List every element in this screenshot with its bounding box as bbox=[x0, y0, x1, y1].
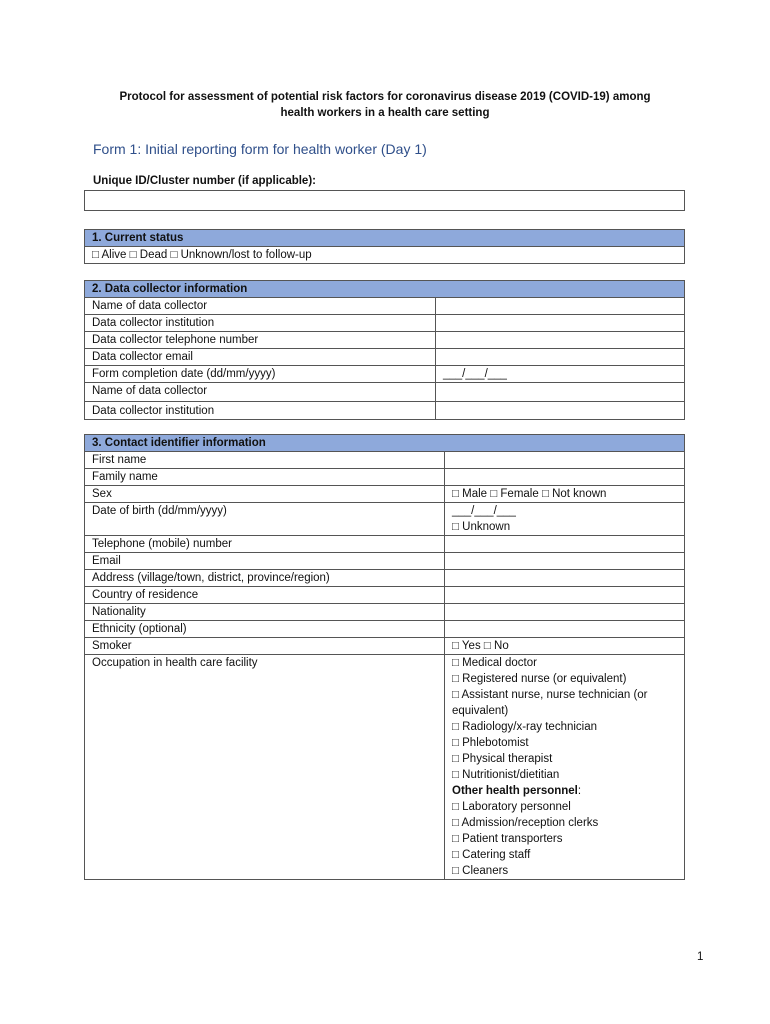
occupation-option[interactable]: □ Registered nurse (or equivalent) bbox=[452, 673, 627, 685]
country-field[interactable] bbox=[445, 587, 685, 604]
family-name-field[interactable] bbox=[445, 469, 685, 486]
email-field[interactable] bbox=[445, 553, 685, 570]
occupation-option[interactable]: □ Physical therapist bbox=[452, 753, 553, 765]
occupation-option[interactable]: □ Nutritionist/dietitian bbox=[452, 769, 560, 781]
table-row bbox=[85, 366, 685, 383]
title-line-1: Protocol for assessment of potential risk factors for coronavirus disease 2019 (COVID-19) among bbox=[119, 91, 651, 103]
row-label: Date of birth (dd/mm/yyyy) bbox=[85, 503, 445, 536]
current-status-options[interactable]: □ Alive □ Dead □ Unknown/lost to follow-up bbox=[85, 247, 685, 264]
table-row bbox=[85, 587, 685, 604]
row-value[interactable] bbox=[436, 402, 685, 420]
row-label: Data collector institution bbox=[85, 315, 436, 332]
table-row bbox=[85, 621, 685, 638]
table-row bbox=[85, 503, 685, 536]
row-label: Smoker bbox=[85, 638, 445, 655]
table-row bbox=[85, 553, 685, 570]
row-value[interactable] bbox=[436, 315, 685, 332]
table-row bbox=[85, 469, 685, 486]
unique-id-label: Unique ID/Cluster number (if applicable): bbox=[93, 175, 316, 187]
other-heading-text: Other health personnel bbox=[452, 785, 578, 797]
sex-options[interactable]: □ Male □ Female □ Not known bbox=[445, 486, 685, 503]
row-value[interactable] bbox=[436, 349, 685, 366]
row-label: Occupation in health care facility bbox=[85, 655, 445, 880]
row-label: Data collector telephone number bbox=[85, 332, 436, 349]
occupation-option[interactable]: □ Catering staff bbox=[452, 849, 531, 861]
nationality-field[interactable] bbox=[445, 604, 685, 621]
form-date-value[interactable]: ___/___/___ bbox=[436, 366, 685, 383]
table-row bbox=[85, 402, 685, 420]
table-row bbox=[85, 383, 685, 402]
table-row bbox=[85, 349, 685, 366]
table-row bbox=[85, 604, 685, 621]
row-value[interactable] bbox=[436, 332, 685, 349]
other-personnel-heading bbox=[452, 783, 684, 799]
form-title: Form 1: Initial reporting form for health worker (Day 1) bbox=[93, 141, 427, 157]
occupation-options bbox=[445, 655, 685, 880]
row-label: Data collector email bbox=[85, 349, 436, 366]
page-number: 1 bbox=[697, 951, 704, 963]
occupation-option-continued: equivalent) bbox=[452, 705, 509, 717]
unique-id-field[interactable] bbox=[84, 190, 685, 211]
table-row bbox=[85, 570, 685, 587]
row-value[interactable] bbox=[436, 298, 685, 315]
data-collector-table bbox=[84, 280, 685, 420]
table-row bbox=[85, 655, 685, 880]
occupation-option[interactable]: □ Admission/reception clerks bbox=[452, 817, 599, 829]
table-row bbox=[85, 536, 685, 553]
smoker-options[interactable]: □ Yes □ No bbox=[445, 638, 685, 655]
row-value[interactable] bbox=[436, 383, 685, 402]
table-row bbox=[85, 452, 685, 469]
address-field[interactable] bbox=[445, 570, 685, 587]
contact-identifier-table bbox=[84, 434, 685, 880]
section-heading: 3. Contact identifier information bbox=[85, 435, 685, 452]
occupation-option[interactable]: □ Phlebotomist bbox=[452, 737, 529, 749]
row-label: Nationality bbox=[85, 604, 445, 621]
row-label: Telephone (mobile) number bbox=[85, 536, 445, 553]
row-label: Country of residence bbox=[85, 587, 445, 604]
occupation-option[interactable]: □ Radiology/x-ray technician bbox=[452, 721, 598, 733]
row-label: Family name bbox=[85, 469, 445, 486]
section-heading: 1. Current status bbox=[85, 230, 685, 247]
telephone-field[interactable] bbox=[445, 536, 685, 553]
row-label: Sex bbox=[85, 486, 445, 503]
other-heading-colon: : bbox=[577, 785, 582, 797]
current-status-table bbox=[84, 229, 685, 264]
ethnicity-field[interactable] bbox=[445, 621, 685, 638]
table-row bbox=[85, 638, 685, 655]
row-label: Name of data collector bbox=[85, 298, 436, 315]
occupation-option[interactable]: □ Assistant nurse, nurse technician (or bbox=[452, 689, 648, 701]
row-label: Email bbox=[85, 553, 445, 570]
row-label: Data collector institution bbox=[85, 402, 436, 420]
table-row bbox=[85, 486, 685, 503]
table-row bbox=[85, 315, 685, 332]
row-label: First name bbox=[85, 452, 445, 469]
title-line-2: health workers in a health care setting bbox=[280, 107, 490, 119]
row-label: Ethnicity (optional) bbox=[85, 621, 445, 638]
dob-field[interactable] bbox=[445, 503, 685, 536]
row-label: Address (village/town, district, province/region) bbox=[85, 570, 445, 587]
dob-unknown-option[interactable]: □ Unknown bbox=[452, 521, 511, 533]
occupation-option[interactable]: □ Cleaners bbox=[452, 865, 509, 877]
table-row bbox=[85, 298, 685, 315]
occupation-option[interactable]: □ Patient transporters bbox=[452, 833, 563, 845]
section-heading: 2. Data collector information bbox=[85, 281, 685, 298]
row-label: Name of data collector bbox=[85, 383, 436, 402]
occupation-option[interactable]: □ Medical doctor bbox=[452, 657, 537, 669]
first-name-field[interactable] bbox=[445, 452, 685, 469]
dob-value: ___/___/___ bbox=[452, 505, 516, 517]
document-title bbox=[85, 89, 685, 121]
row-label: Form completion date (dd/mm/yyyy) bbox=[85, 366, 436, 383]
occupation-option[interactable]: □ Laboratory personnel bbox=[452, 801, 571, 813]
table-row bbox=[85, 332, 685, 349]
